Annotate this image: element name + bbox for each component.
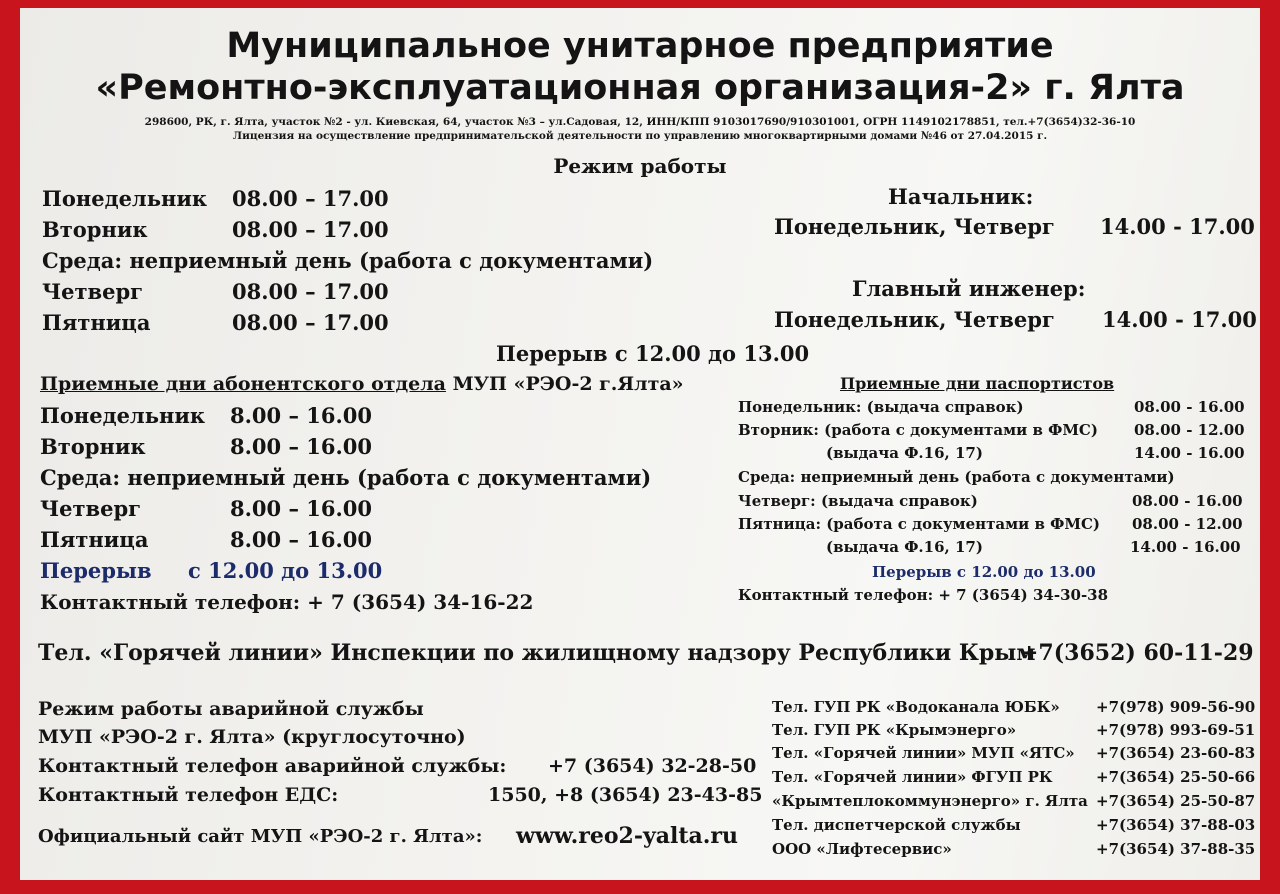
day-hours: 08.00 – 17.00 bbox=[232, 279, 389, 304]
day-hours: 08.00 – 17.00 bbox=[232, 217, 389, 242]
break-hours: с 12.00 до 13.00 bbox=[188, 558, 383, 583]
chief-title: Начальник: bbox=[888, 184, 1034, 209]
day-label: Среда: неприемный день (работа с документами) bbox=[42, 248, 654, 273]
eds-phone: 1550, +8 (3654) 23-43-85 bbox=[488, 784, 763, 806]
subscriber-day-row bbox=[40, 434, 373, 459]
chief-hours: 14.00 - 17.00 bbox=[1100, 214, 1255, 239]
subscriber-day-row bbox=[40, 527, 373, 552]
passport-heading: Приемные дни паспортистов bbox=[840, 374, 1115, 393]
contact-phone: +7(3654) 23-60-83 bbox=[1096, 744, 1256, 762]
subscriber-heading-org: МУП «РЭО-2 г.Ялта» bbox=[452, 373, 684, 395]
break-label: Перерыв bbox=[40, 558, 152, 583]
hotline-phone: +7(3652) 60-11-29 bbox=[1020, 640, 1254, 666]
passport-row-hours: 08.00 - 12.00 bbox=[1132, 515, 1243, 533]
site-link[interactable]: www.reo2-yalta.ru bbox=[516, 823, 739, 849]
notice-panel bbox=[20, 8, 1260, 880]
license-line: Лицензия на осуществление предпринимательской деятельности по управлению многоквартирными домами №46 от 27.04.2015 г. bbox=[232, 130, 1048, 142]
day-hours: 8.00 – 16.00 bbox=[230, 403, 373, 428]
subscriber-heading bbox=[40, 373, 684, 395]
work-day-row bbox=[42, 279, 389, 304]
day-label: Вторник bbox=[42, 217, 148, 242]
contact-name: Тел. «Горячей линии» ФГУП РК bbox=[772, 768, 1053, 786]
day-label: Четверг bbox=[42, 279, 144, 304]
passport-break: Перерыв с 12.00 до 13.00 bbox=[872, 563, 1096, 581]
passport-row-text: (выдача Ф.16, 17) bbox=[826, 538, 983, 556]
day-label: Понедельник bbox=[40, 403, 206, 428]
contact-phone: +7(3654) 25-50-87 bbox=[1096, 792, 1256, 810]
day-hours: 08.00 – 17.00 bbox=[232, 310, 389, 335]
passport-row-hours: 08.00 - 16.00 bbox=[1132, 492, 1243, 510]
contact-name: Тел. «Горячей линии» МУП «ЯТС» bbox=[772, 744, 1075, 762]
day-hours: 8.00 – 16.00 bbox=[230, 434, 373, 459]
day-hours: 8.00 – 16.00 bbox=[230, 527, 373, 552]
work-day-row bbox=[42, 310, 389, 335]
contact-phone: +7(3654) 37-88-35 bbox=[1096, 840, 1256, 858]
passport-row-text: Четверг: (выдача справок) bbox=[738, 492, 978, 510]
address-line: 298600, РК, г. Ялта, участок №2 - ул. Киевская, 64, участок №3 – ул.Садовая, 12, ИНН/КПП 9103017690/910301001, ОГРН 1149102178851, тел.+7(3654)32-36-10 bbox=[144, 116, 1136, 128]
engineer-hours: 14.00 - 17.00 bbox=[1102, 307, 1257, 332]
passport-row bbox=[826, 538, 983, 556]
emergency-line-1: Режим работы аварийной службы bbox=[38, 698, 424, 720]
subscriber-day-row bbox=[40, 465, 651, 490]
passport-row-hours: 08.00 - 12.00 bbox=[1134, 421, 1245, 439]
passport-row bbox=[826, 444, 983, 462]
work-day-row bbox=[42, 248, 653, 273]
day-hours: 8.00 – 16.00 bbox=[230, 496, 373, 521]
passport-row bbox=[738, 492, 978, 510]
contact-phone: +7(3654) 37-88-03 bbox=[1096, 816, 1256, 834]
passport-row bbox=[738, 515, 1100, 533]
day-label: Пятница bbox=[42, 310, 151, 335]
contact-name: Тел. ГУП РК «Крымэнерго» bbox=[772, 721, 1017, 739]
subscriber-break-row bbox=[40, 558, 383, 583]
subscriber-heading-underlined: Приемные дни абонентского отдела bbox=[40, 373, 446, 395]
engineer-days: Понедельник, Четверг bbox=[774, 307, 1055, 332]
day-label: Вторник bbox=[40, 434, 146, 459]
passport-row-hours: 14.00 - 16.00 bbox=[1134, 444, 1245, 462]
subscriber-day-row bbox=[40, 403, 373, 428]
passport-row-text: Пятница: (работа с документами в ФМС) bbox=[738, 515, 1101, 533]
chief-days: Понедельник, Четверг bbox=[774, 214, 1055, 239]
passport-row-text: Вторник: (работа с документами в ФМС) bbox=[738, 421, 1098, 439]
contact-name: Тел. ГУП РК «Водоканала ЮБК» bbox=[772, 698, 1060, 716]
work-day-row bbox=[42, 186, 389, 211]
passport-row bbox=[738, 421, 1098, 439]
engineer-title: Главный инженер: bbox=[852, 276, 1086, 301]
work-day-row bbox=[42, 217, 389, 242]
day-hours: 08.00 – 17.00 bbox=[232, 186, 389, 211]
emergency-phone-label: Контактный телефон аварийной службы: bbox=[38, 755, 507, 777]
contact-phone: +7(978) 993-69-51 bbox=[1096, 721, 1256, 739]
contact-phone: +7(3654) 25-50-66 bbox=[1096, 768, 1256, 786]
passport-row-text: Среда: неприемный день (работа с документами) bbox=[738, 468, 1175, 486]
site-label: Официальный сайт МУП «РЭО-2 г. Ялта»: bbox=[38, 826, 483, 847]
day-label: Среда: неприемный день (работа с документами) bbox=[40, 465, 652, 490]
emergency-phone: +7 (3654) 32-28-50 bbox=[548, 755, 757, 777]
passport-row-text: (выдача Ф.16, 17) bbox=[826, 444, 983, 462]
passport-row-hours: 14.00 - 16.00 bbox=[1130, 538, 1241, 556]
day-label: Четверг bbox=[40, 496, 142, 521]
passport-row bbox=[738, 468, 1175, 486]
eds-phone-label: Контактный телефон ЕДС: bbox=[38, 784, 339, 806]
contact-name: ООО «Лифтесервис» bbox=[772, 840, 952, 858]
contact-phone: +7(978) 909-56-90 bbox=[1096, 698, 1256, 716]
hotline-text: Тел. «Горячей линии» Инспекции по жилищному надзору Республики Крым bbox=[38, 640, 1036, 666]
contact-name: «Крымтеплокоммунэнерго» г. Ялта bbox=[772, 792, 1088, 810]
work-break: Перерыв с 12.00 до 13.00 bbox=[496, 341, 810, 366]
passport-row-text: Понедельник: (выдача справок) bbox=[738, 398, 1024, 416]
day-label: Пятница bbox=[40, 527, 149, 552]
subscriber-phone: Контактный телефон: + 7 (3654) 34-16-22 bbox=[40, 590, 534, 614]
title-line-1: Муниципальное унитарное предприятие bbox=[226, 26, 1054, 66]
contact-name: Тел. диспетчерской службы bbox=[772, 816, 1021, 834]
passport-row bbox=[738, 398, 1024, 416]
emergency-line-2: МУП «РЭО-2 г. Ялта» (круглосуточно) bbox=[38, 726, 466, 748]
subscriber-day-row bbox=[40, 496, 373, 521]
work-mode-heading: Режим работы bbox=[553, 154, 727, 178]
title-line-2: «Ремонтно-эксплуатационная организация-2» г. Ялта bbox=[95, 68, 1185, 108]
passport-phone: Контактный телефон: + 7 (3654) 34-30-38 bbox=[738, 586, 1109, 604]
day-label: Понедельник bbox=[42, 186, 208, 211]
passport-row-hours: 08.00 - 16.00 bbox=[1134, 398, 1245, 416]
